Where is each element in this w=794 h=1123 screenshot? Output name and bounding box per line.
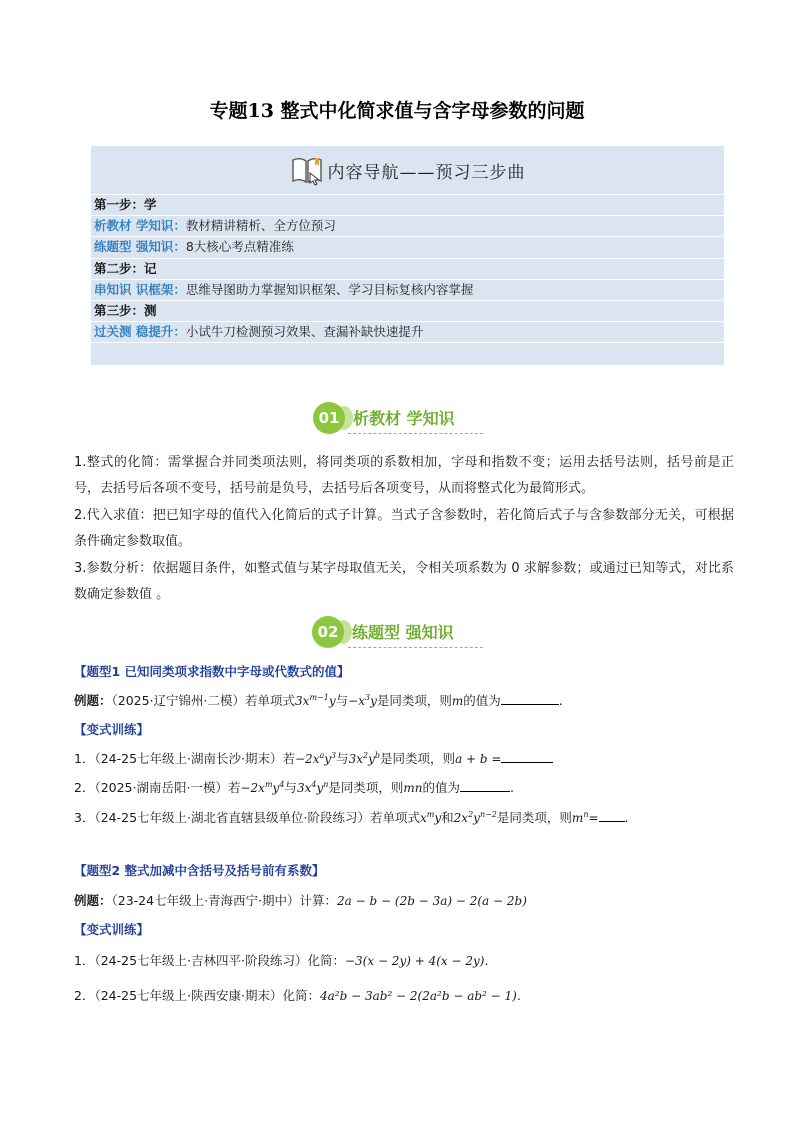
section-underline (348, 433, 483, 434)
type2-question-2: 2．（24-25七年级上·陕西安康·期末）化简：4a²b − 3ab² − 2(2a²b − ab² − 1). (74, 988, 521, 1003)
section-underline (348, 647, 483, 648)
type2-question-1: 1．（24-25七年级上·吉林四平·阶段练习）化简：−3(x − 2y) + 4(x − 2y). (74, 953, 489, 968)
section-header-01 (0, 400, 794, 440)
page-title: 专题13 整式中化简求值与含字母参数的问题 (209, 100, 585, 122)
nav-row: 练题型 强知识：8大核心考点精准练 (91, 237, 724, 258)
nav-row: 第三步：测 (91, 301, 724, 322)
answer-blank[interactable] (501, 750, 553, 763)
content-navigation-box (91, 146, 724, 365)
nav-row: 第一步：学 (91, 195, 724, 216)
nav-header (91, 146, 724, 195)
type1-example: 例题：（2025·辽宁锦州·二模）若单项式$3x^{m-1}y$与$-x^3y$是同类项，则m的值为 . (74, 693, 563, 708)
type2-variant-title: 【变式训练】 (74, 922, 150, 937)
type1-variant-title: 【变式训练】 (74, 722, 150, 737)
knowledge-point-2: 2.代入求值：把已知字母的值代入化简后的式子计算。当式子含参数时，若化简后式子与含参数部分无关，可根据条件确定参数取值。 (74, 508, 734, 549)
type2-example: 例题：（23-24七年级上·青海西宁·期中）计算：2a − b − (2b − 3a) − 2(a − 2b) (74, 893, 527, 908)
knowledge-point-3: 3.参数分析：依据题目条件，如整式值与某字母取值无关，令相关项系数为 0 求解参数；或通过已知等式，对比系数确定参数值 。 (74, 561, 734, 602)
answer-blank[interactable] (501, 692, 559, 705)
answer-blank[interactable] (599, 809, 625, 822)
book-icon (290, 153, 324, 187)
section-header-02 (0, 614, 794, 654)
knowledge-point-1: 1.整式的化简：需掌握合并同类项法则，将同类项的系数相加，字母和指数不变；运用去括号法则，括号前是正号，去括号后各项不变号，括号前是负号，去括号后各项变号，从而将整式化为最简形式。 (74, 455, 734, 496)
type1-title: 【题型1 已知同类项求指数中字母或代数式的值】 (74, 664, 350, 679)
nav-row: 析教材 学知识：教材精讲精析、全方位预习 (91, 216, 724, 237)
nav-row: 串知识 识框架：思维导图助力掌握知识框架、学习目标复核内容掌握 (91, 280, 724, 301)
nav-row: 过关测 稳提升：小试牛刀检测预习效果、查漏补缺快速提升 (91, 322, 724, 343)
type1-question-3: 3．（24-25七年级上·湖北省直辖县级单位·阶段练习）若单项式$x^my$和$2x^2y^{n-2}$是同类项，则$m^n=$ . (74, 810, 629, 825)
type1-question-2: 2．（2025·湖南岳阳·一模）若$-2x^my^4$与$3x^4y^n$是同类项，则mn的值为 . (74, 780, 514, 795)
section-number-badge: 01 (313, 402, 345, 434)
section-label: 练题型 强知识 (352, 623, 454, 642)
answer-blank[interactable] (460, 779, 510, 792)
type2-title: 【题型2 整式加减中含括号及括号前有系数】 (74, 863, 325, 878)
section-label: 析教材 学知识 (353, 409, 455, 428)
type1-question-1: 1．（24-25七年级上·湖南长沙·期末）若$-2x^ay^3$与$3x^2y^b$是同类项，则a + b = (74, 749, 734, 767)
nav-row: 第二步：记 (91, 259, 724, 280)
section-number-badge: 02 (312, 616, 344, 648)
nav-header-text: 内容导航——预习三步曲 (327, 162, 526, 183)
